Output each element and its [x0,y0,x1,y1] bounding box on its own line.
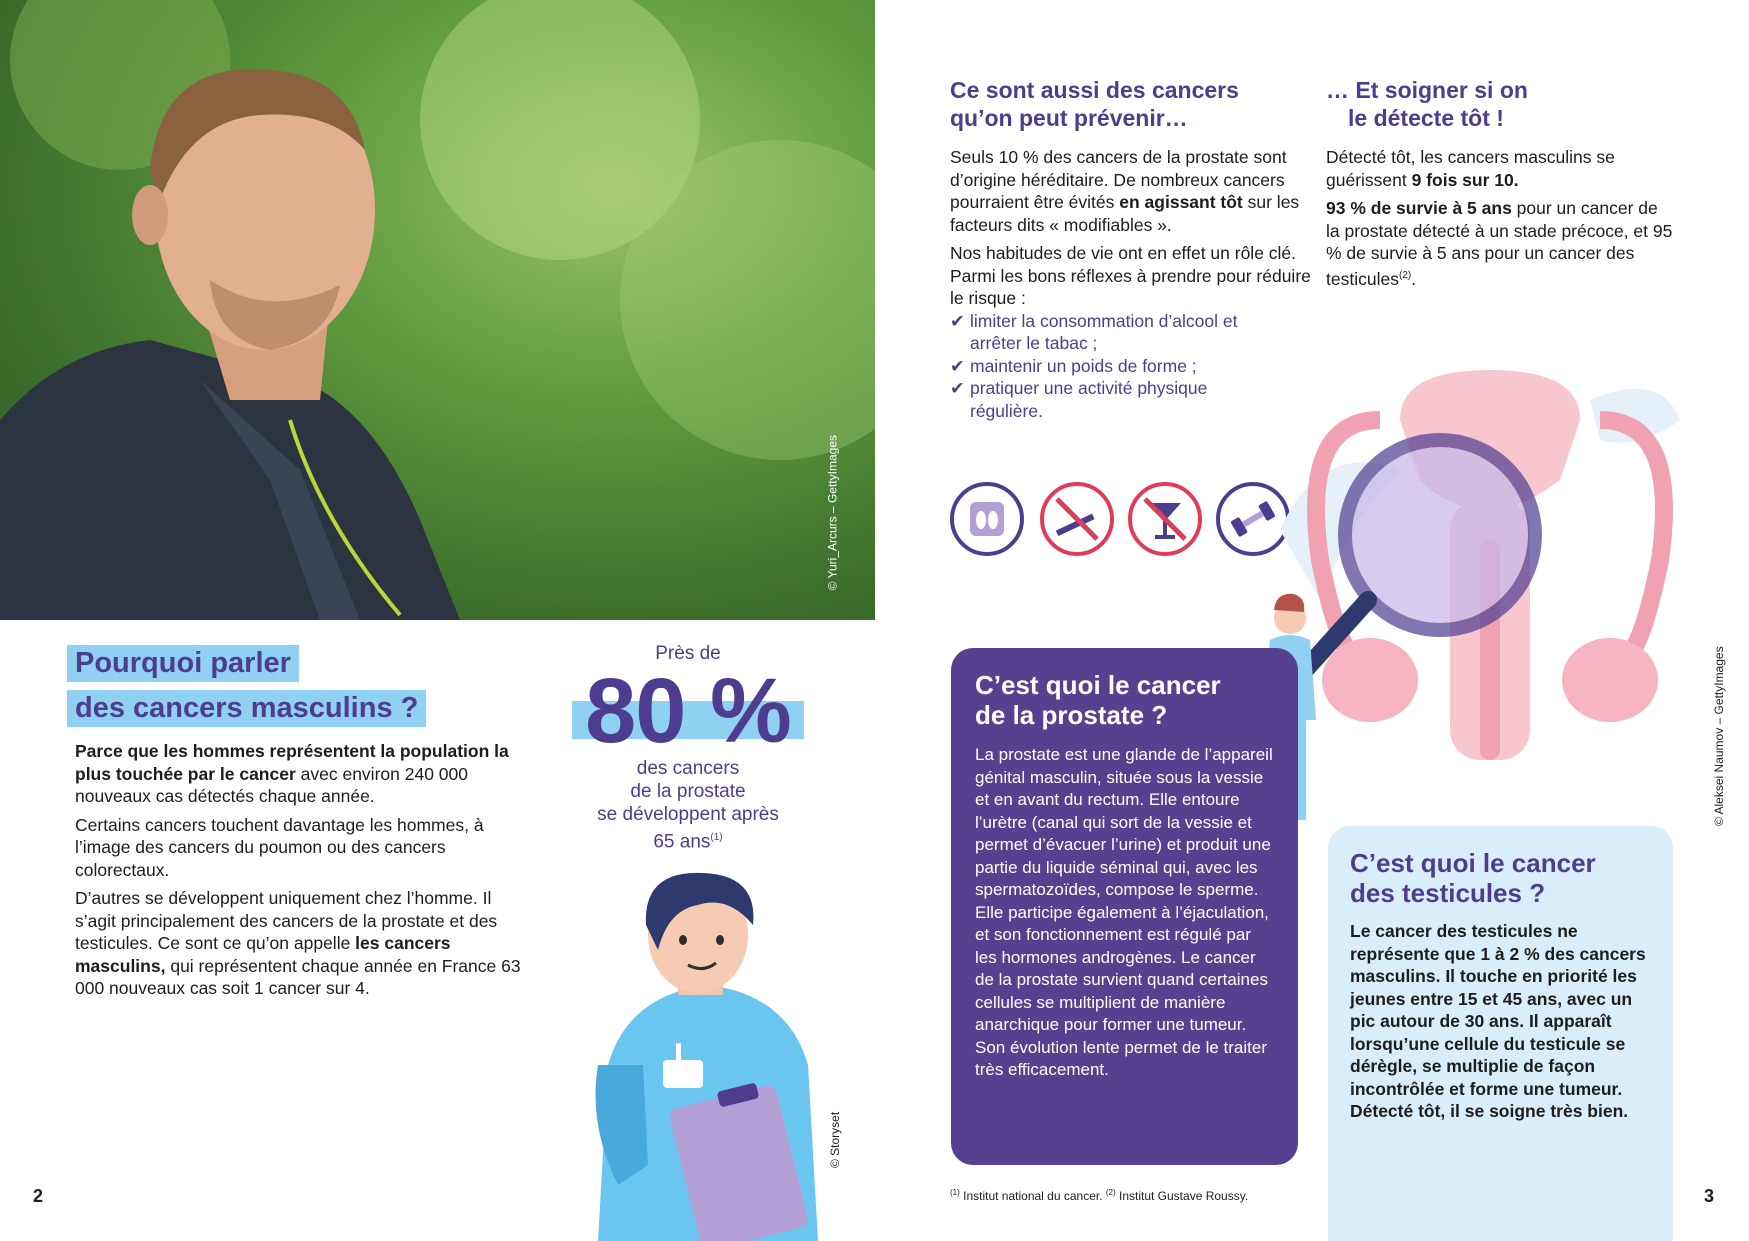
stat-line-3: se développent après [597,804,779,825]
stat-value [572,660,804,762]
prevent-p1-a: Seuls 10 % des cancers de la prostate sont d’origine héréditaire. De nombreux cancers pourraient être évités [950,147,1287,212]
check-text-2: maintenir un poids de forme ; [970,355,1197,376]
treat-p2-bold: 93 % de survie à 5 ans [1326,198,1512,218]
getty-credit-right: © Aleksei Naumov – GettyImages [1712,646,1726,826]
testicule-title-1: C’est quoi le cancer [1350,848,1596,878]
left-p3-a: D’autres se développent uniquement chez l’homme. Il s’agit principalement des cancers de la prostate et des testicules. Ce sont ce qu’on appelle [75,888,498,953]
heading-line-1: Pourquoi parler [67,645,299,682]
no-alcohol-icon [1128,482,1202,556]
check-icon: ✔ [950,355,965,376]
check-item [950,310,1320,355]
prostate-title-1: C’est quoi le cancer [975,670,1221,700]
doctor-illustration [588,865,828,1241]
check-icon: ✔ [950,378,965,398]
left-p3-b: qui représentent chaque année en France 63 000 nouveaux cas soit 1 cancer sur 4. [75,955,521,998]
left-paragraph-1 [75,740,535,808]
prostate-title-2: de la prostate ? [975,700,1168,730]
prostate-box-title [975,670,1274,730]
page-number-right: 3 [1704,1186,1715,1206]
testicule-box-title [1350,848,1651,908]
treat-p2-end: . [1411,268,1417,289]
stat-value-text: 80 % [585,660,791,762]
anatomy-illustration [1260,360,1720,830]
check-text-1: limiter la consommation d’alcool et arrêter le tabac ; [970,310,1238,353]
footnote-1-text: Institut national du cancer. [959,1189,1106,1203]
stat-line-2: de la prostate [630,781,746,802]
prevent-p1 [950,146,1320,236]
treat-p1-a: Détecté tôt, les cancers masculins se guérissent [1326,147,1615,190]
man-portrait-illustration [0,0,875,620]
footnotes [950,1188,1248,1203]
prevent-p1-b: sur les facteurs dits « modifiables ». [950,192,1300,235]
stat-pres-de: Près de [655,643,721,664]
left-p3-bold: les cancers masculins, [75,933,451,976]
prevent-p1-bold: en agissant tôt [1119,192,1243,212]
heading-line-2: des cancers masculins ? [67,690,426,727]
hero-photo [0,0,875,620]
treat-p2 [1326,197,1676,290]
prevent-p2: Nos habitudes de vie ont en effet un rôle clé. [950,243,1297,263]
prevent-title-1: Ce sont aussi des cancers [950,77,1239,103]
left-p1-rest: avec environ 240 000 nouveaux cas détectés chaque année. [75,763,468,806]
left-body [75,740,535,1006]
testicule-box-text: Le cancer des testicules ne représente que 1 à 2 % des cancers masculins. Il touche en priorité les jeunes entre 15 et 45 ans, avec un pic autour de 30 ans. Il apparaît lorsqu’une cellule du testicule se dérègle, se multiplie de façon incontrôlée et forme une tumeur. Détecté tôt, il se soigne très bien. [1350,921,1646,1121]
prevent-title-2: qu’on peut prévenir… [950,105,1188,131]
stat-line-1: des cancers [636,758,740,779]
stat-note: (1) [710,832,723,843]
testicule-box [1328,826,1673,1241]
footnote-2-text: Institut Gustave Roussy. [1115,1189,1249,1203]
check-icon: ✔ [950,310,965,331]
prostate-box-text: La prostate est une glande de l’appareil génital masculin, située sous la vessie et en avant du rectum. Elle entoure l’urètre (canal qui sort de la vessie et permet d’évacuer l’urine) et produit une partie du liquide séminal qui, avec les spermatozoïdes, compose le sperme. Elle participe également à l’éjaculation, et son fonctionnement est régulé par les hormones androgènes. Le cancer de la prostate survient quand certaines cellules se multiplient de manière anarchique pour former une tumeur. Son évolution lente permet de le traiter très efficacement. [975,745,1273,1079]
stat-line-4 [572,826,804,853]
prevent-title [950,76,1320,132]
treat-p2-note: (2) [1398,269,1412,281]
no-smoking-icon [1040,482,1114,556]
prostate-box [951,648,1298,1165]
left-heading [67,645,426,727]
photo-credit: © Yuri_Arcurs – GettyImages [825,435,839,591]
treat-p1 [1326,146,1676,191]
page-number-left: 2 [33,1186,44,1206]
testicule-title-2: des testicules ? [1350,878,1546,908]
treat-body [1326,146,1676,290]
treat-p2-rest: pour un cancer de la prostate détecté à un stade précoce, et 95 % de survie à 5 ans pour un cancer des testicules [1326,198,1673,289]
prevent-p3: Parmi les bons réflexes à prendre pour réduire le risque : [950,265,1311,308]
stat-line-4-text: 65 ans [653,831,711,853]
treat-title-1: … Et soigner si on [1326,77,1528,103]
treat-section [1326,76,1676,296]
storyset-credit: © Storyset [828,1111,842,1168]
footnote-1-mark: (1) [950,1188,960,1197]
left-p1-bold: Parce que les hommes représentent la population la plus touchée par le cancer [75,741,509,784]
left-paragraph-2: Certains cancers touchent davantage les hommes, à l’image des cancers du poumon ou des cancers colorectaux. [75,814,484,880]
treat-title-2: le détecte tôt ! [1348,105,1504,131]
treat-title [1326,76,1676,132]
treat-p1-bold: 9 fois sur 10. [1411,169,1519,190]
left-paragraph-3 [75,887,535,1000]
scale-icon [950,482,1024,556]
footnote-2-mark: (2) [1105,1188,1116,1197]
stat-block [572,643,804,853]
check-text-3: pratiquer une activité physique régulière. [970,378,1208,421]
